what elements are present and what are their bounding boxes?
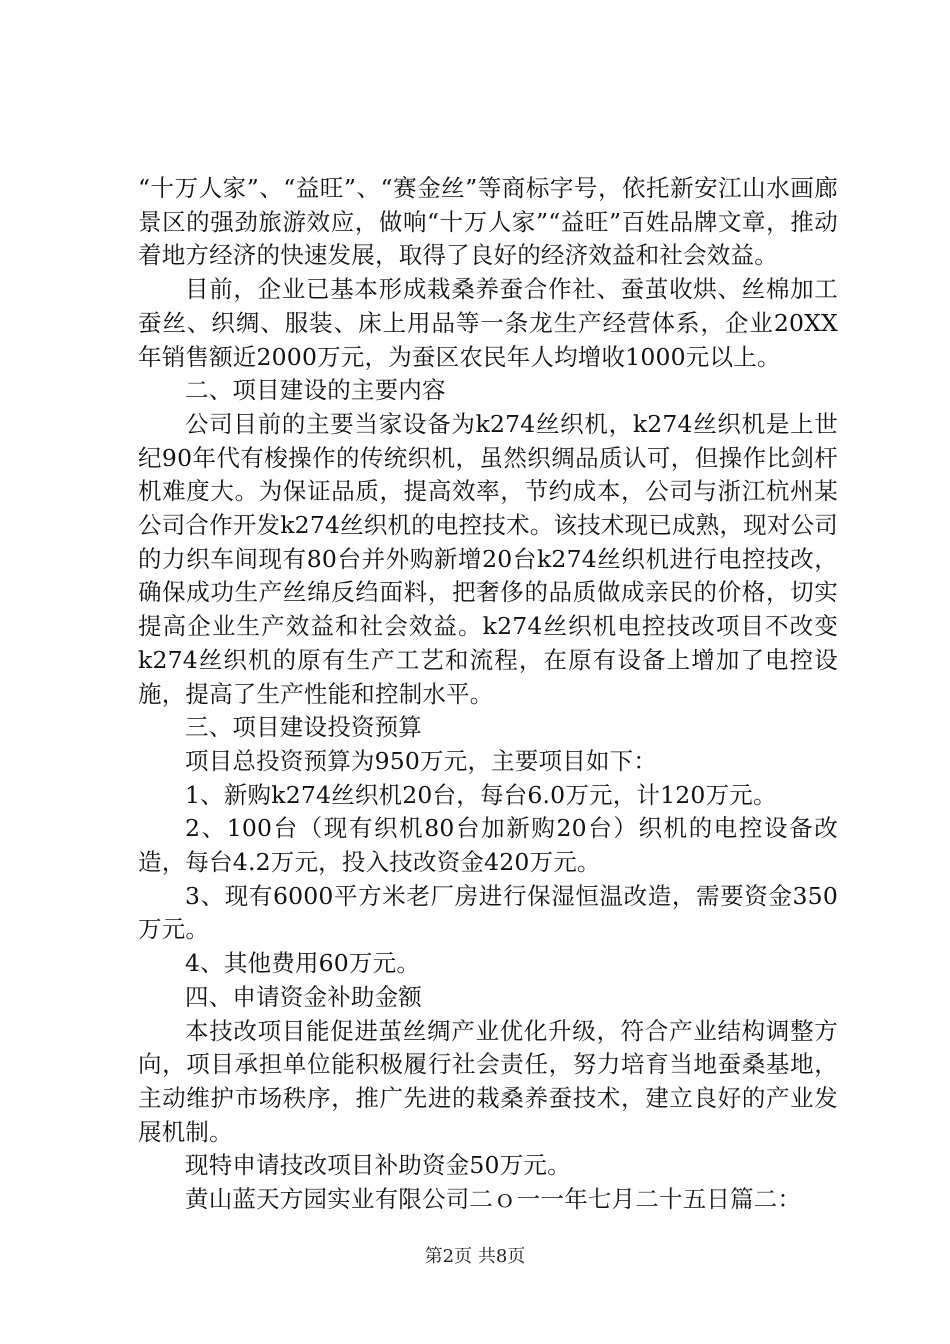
paragraph-budget-total: 项目总投资预算为950万元，主要项目如下：	[185, 746, 658, 775]
document-body	[138, 172, 838, 1217]
section-heading-2: 二、项目建设的主要内容	[185, 376, 446, 405]
page-footer: 第2页 共8页	[424, 1246, 526, 1267]
paragraph-request: 现特申请技改项目补助资金50万元。	[185, 1151, 571, 1180]
paragraph-main-content: 公司目前的主要当家设备为k274丝织机，k274丝织机是上世纪90年代有梭操作的传统织机，虽然织绸品质认可，但操作比剑杆机难度大。为保证品质，提高效率，节约成本，公司与浙江杭州某公司合作开发k274丝织机的电控技术。该技术现已成熟，现对公司的力织车间现有80台并外购新增20台k274丝织机进行电控技改，确保成功生产丝绵反绉面料，把奢侈的品质做成亲民的价格，切实提高企业生产效益和社会效益。k274丝织机电控技改项目不改变k274丝织机的原有生产工艺和流程，在原有设备上增加了电控设施，提高了生产性能和控制水平。	[138, 409, 838, 708]
paragraph-signature-date: 黄山蓝天方园实业有限公司二ｏ一一年七月二十五日篇二：	[185, 1185, 802, 1214]
budget-item-2: 2、100台（现有织机80台加新购20台）织机的电控设备改造，每台4.2万元，投入技改资金420万元。	[138, 814, 838, 877]
paragraph-justification: 本技改项目能促进茧丝绸产业优化升级，符合产业结构调整方向，项目承担单位能积极履行社会责任，努力培育当地蚕桑基地，主动维护市场秩序，推广先进的栽桑养蚕技术，建立良好的产业发展机制。	[138, 1016, 838, 1146]
budget-item-1: 1、新购k274丝织机20台，每台6.0万元，计120万元。	[185, 780, 777, 809]
section-heading-3: 三、项目建设投资预算	[185, 713, 422, 742]
section-heading-4: 四、申请资金补助金额	[185, 982, 422, 1011]
budget-item-3: 3、现有6000平方米老厂房进行保湿恒温改造，需要资金350万元。	[138, 881, 838, 944]
paragraph-intro: “十万人家”、“益旺”、“赛金丝”等商标字号，依托新安江山水画廊景区的强劲旅游效应，做响“十万人家”“益旺”百姓品牌文章，推动着地方经济的快速发展，取得了良好的经济效益和社会效益。	[138, 174, 838, 270]
paragraph-current-status: 目前，企业已基本形成栽桑养蚕合作社、蚕茧收烘、丝棉加工蚕丝、织绸、服装、床上用品等一条龙生产经营体系，企业20XX年销售额近2000万元，为蚕区农民年人均增收1000元以上。	[138, 275, 838, 371]
budget-item-4: 4、其他费用60万元。	[185, 949, 421, 978]
